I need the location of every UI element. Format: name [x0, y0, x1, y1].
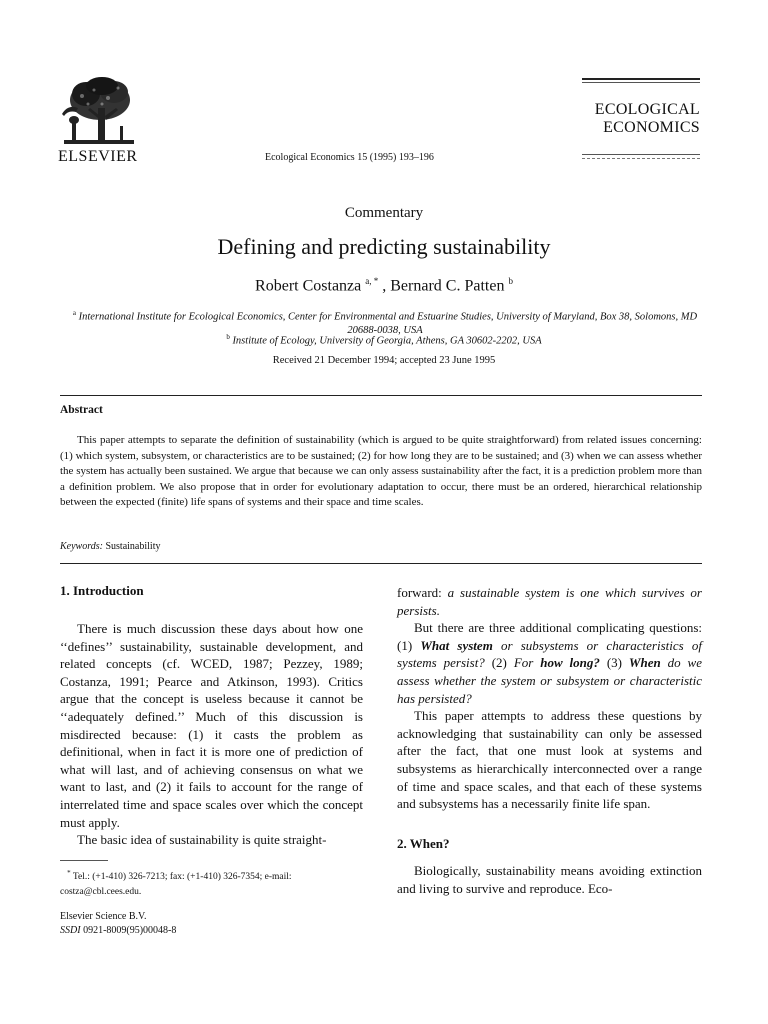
keywords-value: Sustainability — [105, 541, 161, 552]
question-emphasis: When — [628, 655, 661, 671]
journal-name-line2: ECONOMICS — [603, 119, 700, 136]
abstract-heading: Abstract — [60, 404, 103, 416]
publisher-footer — [60, 910, 176, 938]
paragraph: The basic idea of sustainability is quite straight- — [77, 832, 327, 848]
section2-body — [397, 862, 702, 897]
author-name: Robert Costanza — [255, 277, 362, 295]
author-name: Bernard C. Patten — [390, 277, 505, 295]
left-column — [60, 620, 363, 849]
abstract-bottom-rule — [60, 563, 702, 564]
definition-emphasis: a sustainable system is one which survives or persists. — [397, 585, 702, 618]
publisher-name: ELSEVIER — [58, 148, 138, 165]
article-type: Commentary — [344, 205, 424, 221]
affiliation-mark: a — [72, 309, 77, 317]
ssdi-value: 0921-8009(95)00048-8 — [80, 925, 177, 936]
ssdi-label: SSDI — [60, 925, 81, 936]
footnote-rule — [60, 860, 108, 861]
section-heading-introduction: 1. Introduction — [60, 583, 144, 598]
footnote-mark: * — [67, 869, 71, 877]
author-separator: , — [378, 277, 391, 295]
affiliation-b — [0, 333, 768, 347]
footer-publisher: Elsevier Science B.V. — [60, 911, 147, 922]
author-list — [0, 276, 768, 295]
text-run-italic: do we assess whether the system or subsystem or characteristic has persisted? — [397, 655, 702, 706]
footnote-text: Tel.: (+1-410) 326-7213; fax: (+1-410) 326-7354; e-mail: costza@cbl.cees.edu. — [60, 872, 292, 898]
journal-bottom-rule-2 — [582, 158, 700, 159]
journal-top-rule — [582, 78, 700, 80]
paragraph: There is much discussion these days about how one ‘‘defines’’ sustainability, sustainable development, and related concepts (cf. WCED, 1987; Pezzey, 1989; Costanza, 1991; Pearce and Atkinson, 1993). Critics argue that the concept is useless because it cannot be ‘‘adequately defined.’’ Much of this discussion is misdirected because: (1) it casts the problem as definitional, when in fact it is more one of prediction of what will last, and of achieving consensus on what we want to last, and (2) it fails to account for the range of interrelated time and space scales over which the concept must apply. — [60, 621, 363, 830]
abstract-text: This paper attempts to separate the definition of sustainability (which is argued to be quite straightforward) from related issues concerning: (1) which system, subsystem, or characteristics are to be sustained; (2) for how long they are to be sustained; and (3) when we can assess whether the system has actually been sustained. We argue that because we can only assess sustainability after the fact, it is a prediction problem more than a definition problem. We also propose that in order for evolutionary adaptation to occur, there must be an ordered, hierarchical relationship between the expected (finite) life spans of systems and their space and time scales. — [60, 434, 702, 509]
text-run-italic: or subsystems or characteristics of systems persist? — [397, 637, 702, 671]
author-affiliation-mark: b — [508, 276, 513, 286]
received-dates: Received 21 December 1994; accepted 23 June 1995 — [272, 355, 496, 366]
paragraph: This paper attempts to address these questions by acknowledging that sustainability can only be assessed after the fact, that one must look at systems and subsystems as hierarchically interconnected over a range of time and space scales, and that each of these systems and subsystems has a necessarily finite life span. — [397, 708, 702, 812]
section-heading-when: 2. When? — [397, 836, 450, 851]
keywords — [60, 541, 160, 552]
text-run-italic: For — [513, 655, 541, 671]
question-emphasis: how long? — [540, 655, 600, 671]
author-affiliation-mark: a, * — [365, 276, 379, 286]
paragraph — [397, 584, 702, 619]
footer-ssdi — [60, 924, 176, 938]
question-emphasis: What system — [420, 637, 493, 653]
text-run: forward: — [397, 585, 448, 600]
paragraph — [397, 619, 702, 707]
journal-name-line1: ECOLOGICAL — [594, 101, 700, 118]
article-title: Defining and predicting sustainability — [217, 234, 551, 259]
right-column — [397, 584, 702, 813]
affiliation-text: Institute of Ecology, University of Georgia, Athens, GA 30602-2202, USA — [232, 335, 542, 347]
text-run: (3) — [599, 655, 629, 671]
abstract-top-rule — [60, 395, 702, 396]
text-run: (2) — [484, 655, 514, 671]
journal-bottom-rule — [582, 154, 700, 155]
paragraph: Biologically, sustainability means avoiding extinction and living to survive and reproduce. Eco- — [397, 863, 702, 896]
elsevier-tree-logo — [58, 74, 138, 150]
text-run: But there are three additional complicating questions: (1) — [397, 620, 702, 653]
affiliation-mark: b — [226, 333, 230, 341]
journal-name — [582, 101, 700, 137]
journal-citation: Ecological Economics 15 (1995) 193–196 — [265, 152, 434, 163]
keywords-label: Keywords: — [60, 541, 103, 552]
journal-top-rule-2 — [582, 82, 700, 83]
affiliation-text: International Institute for Ecological Economics, Center for Environmental and Estuarine Studies, University of Maryland, Box 38, Solomons, MD 20688-0038, USA — [78, 311, 698, 336]
footnote — [60, 866, 365, 900]
